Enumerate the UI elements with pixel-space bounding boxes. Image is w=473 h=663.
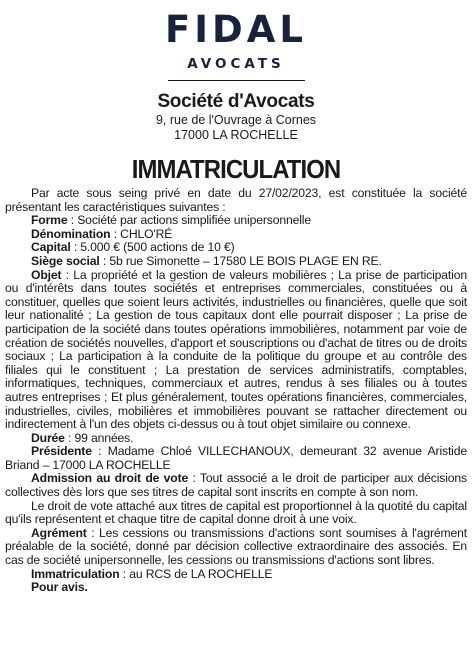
presidente-paragraph bbox=[5, 445, 467, 472]
firm-address-line1: 9, rue de l'Ouvrage à Cornes bbox=[155, 113, 317, 127]
duree-label: Durée bbox=[31, 430, 65, 445]
divider bbox=[168, 80, 305, 81]
forme-value: : Société par actions simplifiée unipersonnelle bbox=[67, 213, 311, 228]
denomination-paragraph bbox=[5, 228, 467, 242]
objet-paragraph bbox=[5, 269, 467, 432]
immatriculation-label: Immatriculation bbox=[31, 566, 120, 581]
capital-value: : 5.000 € (500 actions de 10 €) bbox=[70, 240, 235, 255]
droit-vote-paragraph: Le droit de vote attaché aux titres de capital est proportionnel à la quotité du capital qu'ils représentent et chaque titre de capital donne droit à une voix. bbox=[5, 498, 467, 527]
closing-line: Pour avis. bbox=[31, 580, 88, 595]
logo-subtitle: AVOCATS bbox=[187, 56, 285, 72]
duree-paragraph bbox=[5, 432, 467, 446]
siege-label: Siège social bbox=[31, 253, 100, 268]
duree-value: : 99 années. bbox=[64, 430, 134, 445]
intro-paragraph: Par acte sous seing privé en date du 27/02/2023, est constituée la société présentant les caractéristiques suivantes : bbox=[5, 186, 467, 214]
immatriculation-paragraph bbox=[5, 568, 467, 582]
admission-label: Admission au droit de vote bbox=[31, 471, 189, 486]
notice-headline: IMMATRICULATION bbox=[131, 154, 341, 184]
capital-paragraph bbox=[5, 241, 467, 255]
objet-label: Objet bbox=[31, 267, 62, 282]
agrement-value: : Les cessions ou transmissions d'actions sont soumises à l'agrément préalable de la société, donné par décision collective extraordinaire des associés. En cas de société unipersonnelle, les cessions ou transmissions d'actions sont libres. bbox=[5, 525, 467, 568]
fidal-logo bbox=[5, 0, 467, 72]
capital-label: Capital bbox=[31, 240, 71, 255]
siege-value: : 5b rue Simonette – 17580 LE BOIS PLAGE EN RE. bbox=[99, 253, 382, 268]
agrement-paragraph bbox=[5, 527, 467, 568]
denomination-label: Dénomination bbox=[31, 226, 111, 241]
agrement-label: Agrément bbox=[31, 525, 87, 540]
forme-paragraph bbox=[5, 214, 467, 228]
denomination-value: : CHLO'RÉ bbox=[110, 226, 173, 241]
forme-label: Forme bbox=[31, 213, 68, 228]
objet-value: : La propriété et la gestion de valeurs mobilières ; La prise de participation ou d'intérêts dans toutes sociétés et entreprises commerciales, constituées ou à constituer, quelles que soient leurs activités, industrielles ou financières, quelle que soit leur nationalité ; La gestion de tous capitaux dont elle pourrait disposer ; La prise de participation de la société dans toutes opérations immobilières, notamment par voie de création de sociétés nouvelles, d'apport et souscriptions ou d'achat de titres ou de droits sociaux ; La participation à la conduite de la politique du groupe et au contrôle des filiales qui le constituent ; La prestation de services administratifs, comptables, informatiques, techniques, commerciaux et autres, rendus à ses filiales ou à toutes autres entreprises ; Et plus généralement, toutes opérations financières, commerciales, industrielles, civiles, mobilières et immobilières pouvant se rattacher directement ou indirectement à l'un des objets ci-dessus ou à tout objet similaire ou connexe. bbox=[5, 267, 467, 432]
immatriculation-value: : au RCS de LA ROCHELLE bbox=[119, 566, 273, 581]
firm-address-line2: 17000 LA ROCHELLE bbox=[174, 128, 298, 142]
notice-body bbox=[5, 187, 467, 595]
admission-value: : Tout associé a le droit de participer aux décisions collectives dès lors que ses titres de capital sont inscrits en compte à son nom. bbox=[5, 471, 467, 500]
logo-name: FIDAL bbox=[165, 8, 307, 51]
siege-paragraph bbox=[5, 255, 467, 269]
presidente-label: Présidente bbox=[31, 444, 92, 459]
admission-paragraph bbox=[5, 472, 467, 499]
firm-name: Société d'Avocats bbox=[157, 91, 315, 112]
presidente-value: : Madame Chloé VILLECHANOUX, demeurant 32 avenue Aristide Briand – 17000 LA ROCHELLE bbox=[5, 444, 467, 472]
